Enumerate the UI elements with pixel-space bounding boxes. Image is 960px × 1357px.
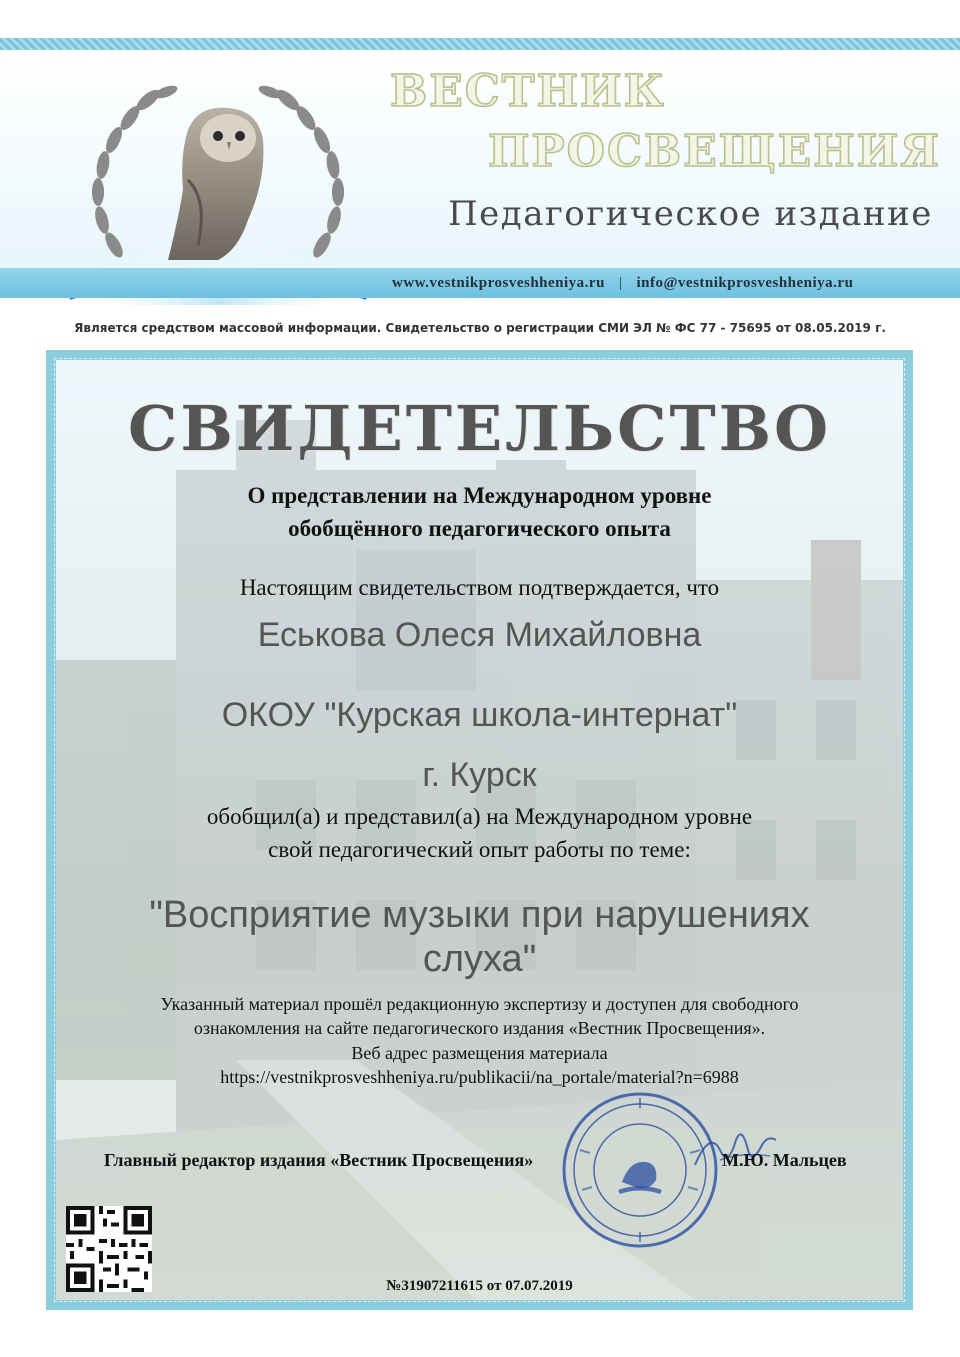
confirmation-text: Настоящим свидетельством подтверждается, что [239,575,720,600]
city-name: г. Курск [422,756,537,794]
brand-title-line1: ВЕСТНИК [390,66,666,117]
brand-title-line2: ПРОСВЕЩЕНИЯ [488,126,942,177]
topic-line2: слуха" [422,938,537,980]
note-line1: Указанный материал прошёл редакционную экспертизу и доступен для свободного [160,994,799,1014]
separator: | [618,275,623,291]
registration-info: Является средством массовой информации. Свидетельство о регистрации СМИ ЭЛ № ФС 77 - 75695 от 08.05.2019 г. [74,321,886,335]
statement-line1: обобщил(а) и представил(а) на Международном уровне [206,804,753,829]
statement-line2: свой педагогический опыт работы по теме: [268,837,691,862]
website-link[interactable]: www.vestnikprosveshheniya.ru [392,275,605,291]
contact-links [392,275,853,292]
editor-name: М.Ю. Мальцев [722,1150,847,1170]
recipient-name: Еськова Олеся Михайловна [257,616,702,654]
certificate-title: СВИДЕТЕЛЬСТВО [128,392,831,465]
note-line2: ознакомления на сайте педагогического издания «Вестник Просвещения». [193,1018,766,1038]
editor-label: Главный редактор издания «Вестник Просвещения» [104,1150,534,1170]
material-url-link[interactable]: https://vestnikprosveshheniya.ru/publikacii/na_portale/material?n=6988 [220,1067,739,1087]
topic-line1: "Восприятие музыки при нарушениях [149,894,810,936]
certificate-number: №31907211615 от 07.07.2019 [386,1278,573,1294]
publication-subtitle: Педагогическое издание [448,194,933,234]
top-decorative-stripe [0,38,960,50]
email-link[interactable]: info@vestnikprosveshheniya.ru [636,275,854,291]
organization-name: ОКОУ "Курская школа-интернат" [221,696,738,734]
note-line3: Веб адрес размещения материала [351,1043,608,1063]
certificate-subtitle-line2: обобщённого педагогического опыта [288,516,671,541]
certificate-subtitle-line1: О представлении на Международном уровне [247,483,712,508]
